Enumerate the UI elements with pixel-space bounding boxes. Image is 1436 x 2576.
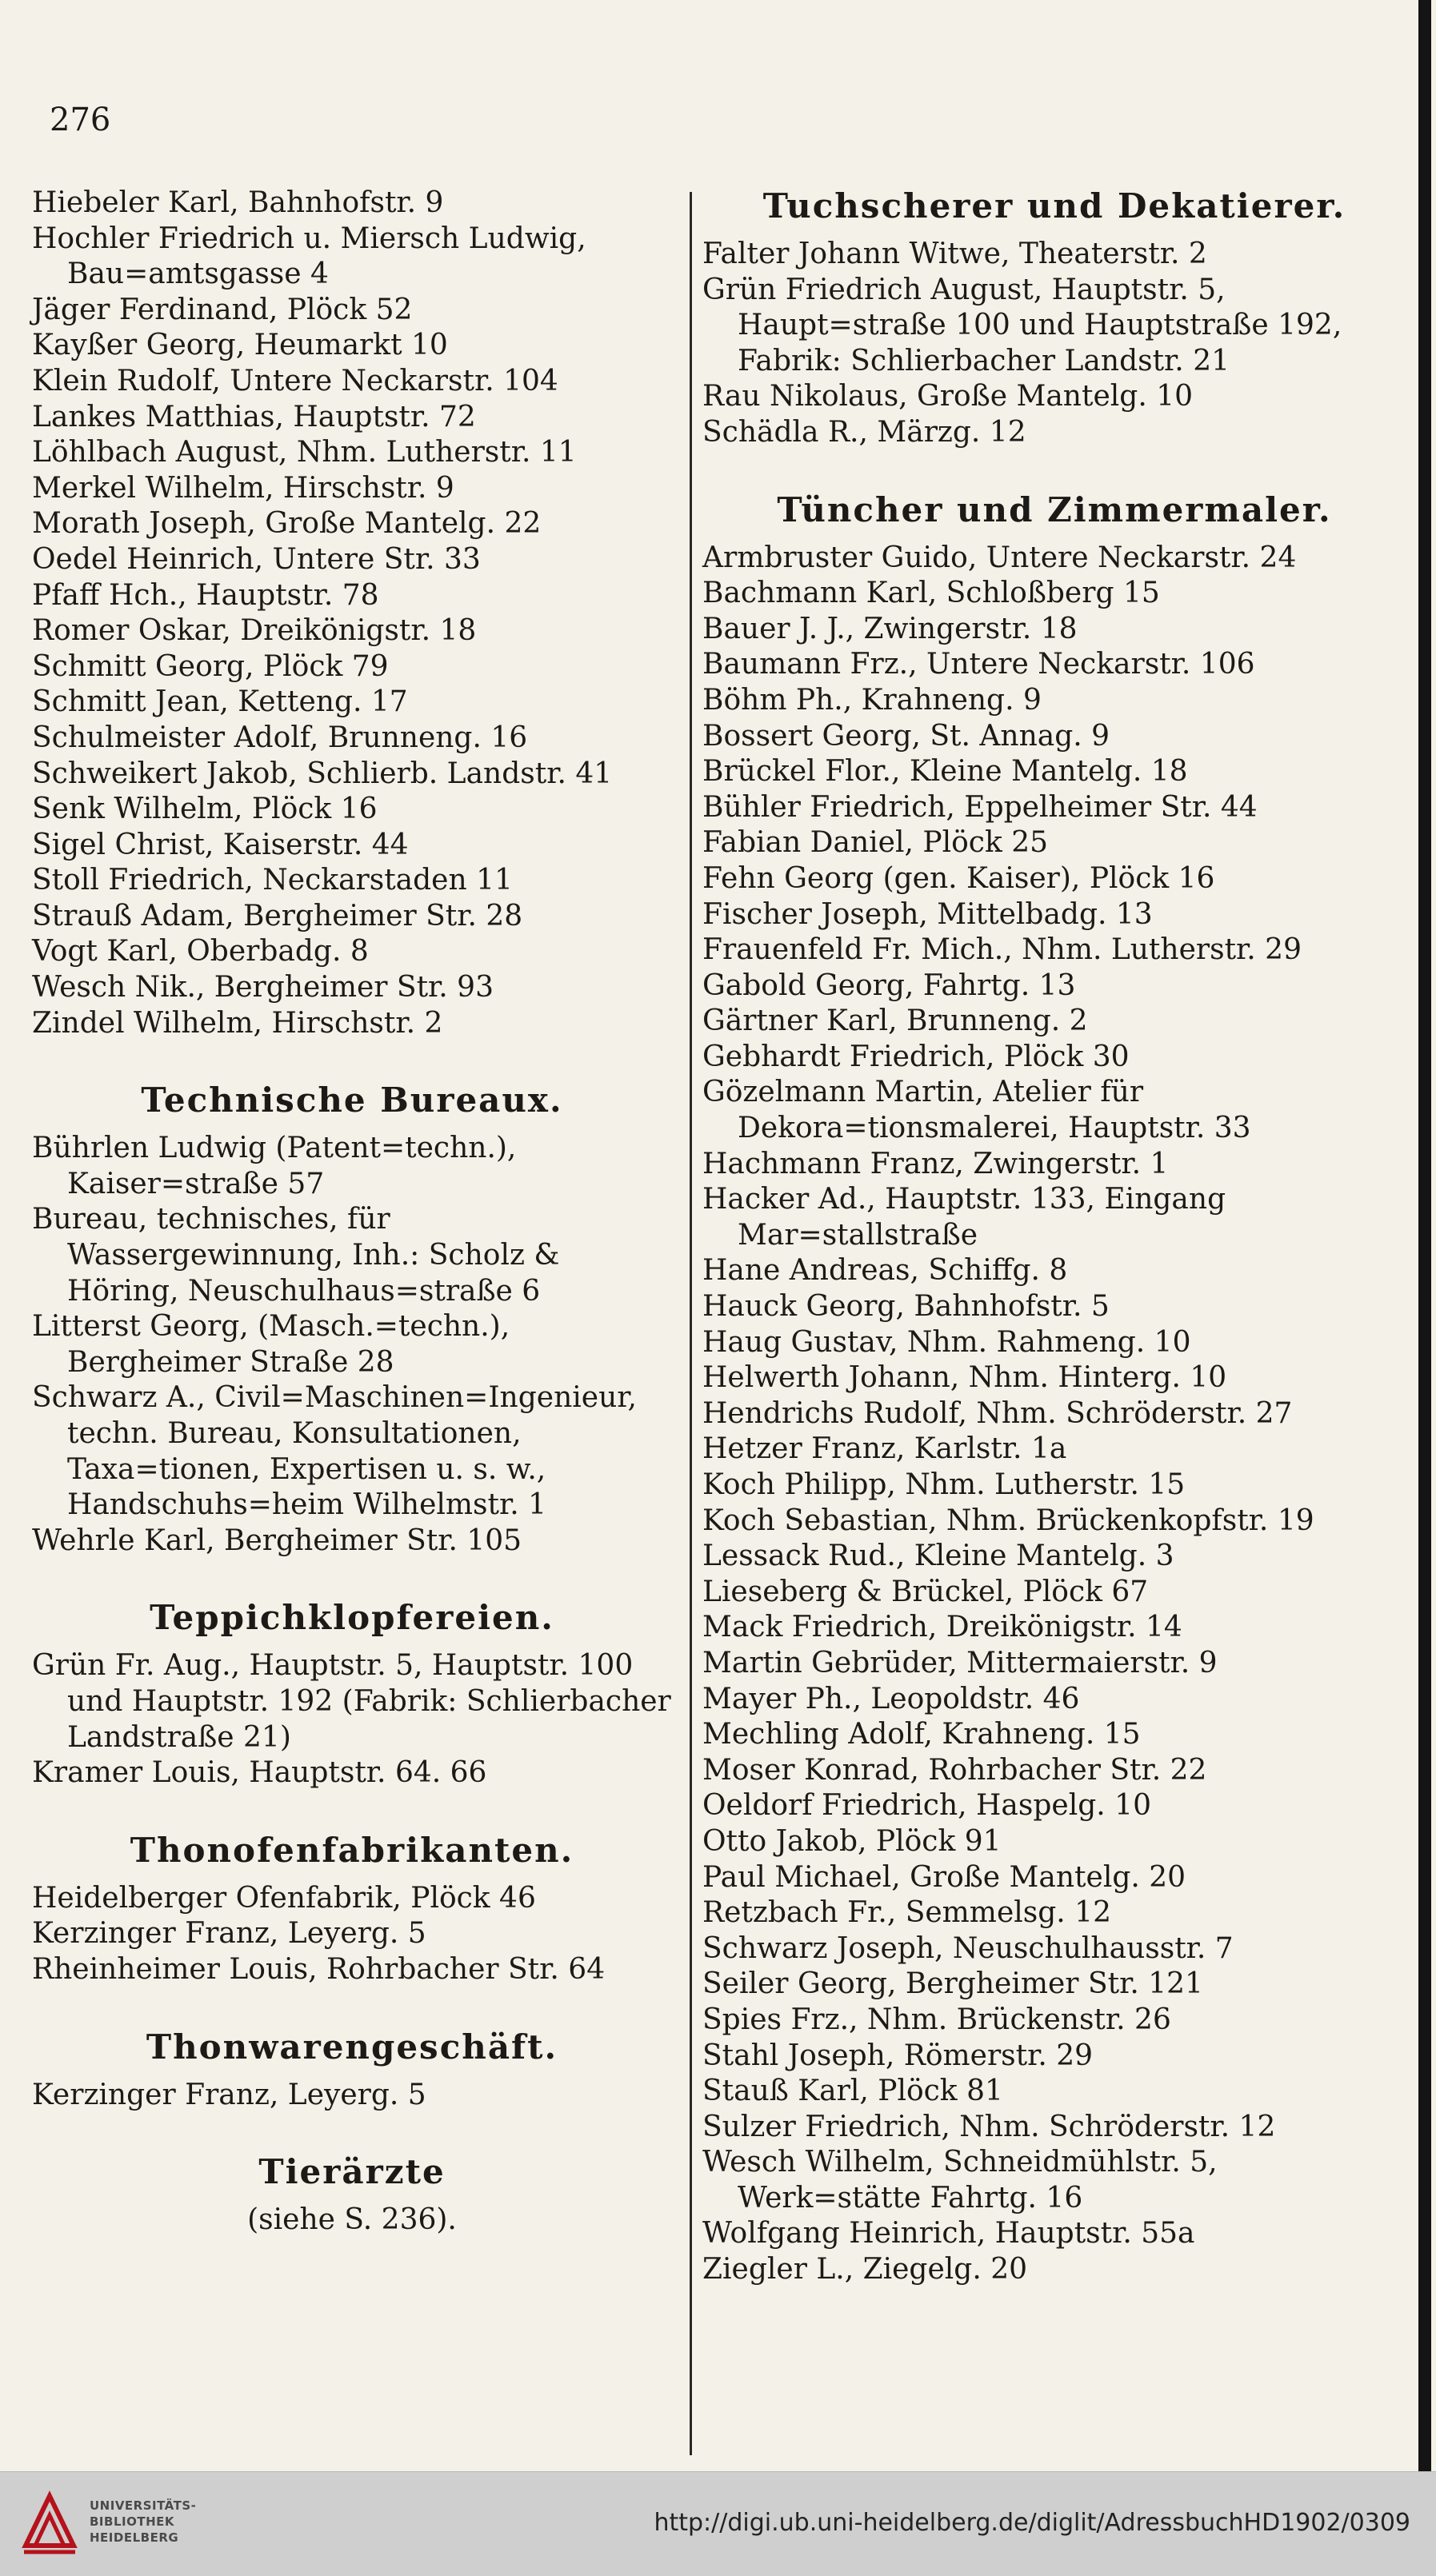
directory-entry: Kramer Louis, Hauptstr. 64. 66 xyxy=(32,1756,487,1790)
directory-entry: Koch Sebastian, Nhm. Brückenkopfstr. 19 xyxy=(702,1504,1314,1537)
directory-entry: Strauß Adam, Bergheimer Str. 28 xyxy=(32,899,523,933)
directory-entry: Hetzer Franz, Karlstr. 1a xyxy=(702,1432,1067,1466)
directory-entry: Bachmann Karl, Schloßberg 15 xyxy=(702,577,1160,610)
logo-line: BIBLIOTHEK xyxy=(90,2514,174,2529)
directory-entry: Kerzinger Franz, Leyerg. 5 xyxy=(32,2078,426,2111)
section-heading: Thonofenfabrikanten. xyxy=(130,1830,574,1870)
section-heading: Tuchscherer und Dekatierer. xyxy=(762,186,1346,226)
directory-entry: Hacker Ad., Hauptstr. 133, Eingang Mar=stallstraße xyxy=(702,1183,1226,1252)
permalink-url[interactable]: http://digi.ub.uni-heidelberg.de/diglit/AdressbuchHD1902/0309 xyxy=(654,2509,1410,2537)
directory-entry: Bossert Georg, St. Annag. 9 xyxy=(702,719,1110,753)
directory-entry: Hauck Georg, Bahnhofstr. 5 xyxy=(702,1290,1110,1324)
directory-entry: Vogt Karl, Oberbadg. 8 xyxy=(32,935,369,968)
directory-entry: Armbruster Guido, Untere Neckarstr. 24 xyxy=(702,541,1297,574)
directory-entry: Wesch Nik., Bergheimer Str. 93 xyxy=(32,971,494,1004)
directory-entry: Wesch Wilhelm, Schneidmühlstr. 5, Werk=stätte Fahrtg. 16 xyxy=(702,2146,1218,2215)
directory-entry: Mechling Adolf, Krahneng. 15 xyxy=(702,1718,1141,1751)
directory-entry: Bauer J. J., Zwingerstr. 18 xyxy=(702,612,1078,645)
directory-entry: Bureau, technisches, für Wassergewinnung, Inh.: Scholz & Höring, Neuschulhaus=straße 6 xyxy=(32,1203,560,1308)
directory-entry: Merkel Wilhelm, Hirschstr. 9 xyxy=(32,471,454,505)
directory-entry: Retzbach Fr., Semmelsg. 12 xyxy=(702,1896,1111,1930)
section-heading: Tüncher und Zimmermaler. xyxy=(777,489,1332,529)
directory-entry: Rau Nikolaus, Große Mantelg. 10 xyxy=(702,380,1194,413)
directory-entry: Kayßer Georg, Heumarkt 10 xyxy=(32,329,448,362)
directory-entry: Schwarz Joseph, Neuschulhausstr. 7 xyxy=(702,1931,1234,1965)
directory-entry: Hiebeler Karl, Bahnhofstr. 9 xyxy=(32,186,444,219)
directory-entry: Gärtner Karl, Brunneng. 2 xyxy=(702,1004,1088,1038)
directory-entry: Morath Joseph, Große Mantelg. 22 xyxy=(32,507,542,541)
directory-entry: Stahl Joseph, Römerstr. 29 xyxy=(702,2039,1094,2072)
directory-entry: Otto Jakob, Plöck 91 xyxy=(702,1824,1002,1858)
directory-entry: Bühler Friedrich, Eppelheimer Str. 44 xyxy=(702,790,1258,824)
directory-entry: Baumann Frz., Untere Neckarstr. 106 xyxy=(702,648,1255,681)
directory-entry: Sulzer Friedrich, Nhm. Schröderstr. 12 xyxy=(702,2110,1276,2143)
directory-entry: Rheinheimer Louis, Rohrbacher Str. 64 xyxy=(32,1952,606,1986)
directory-entry: Hendrichs Rudolf, Nhm. Schröderstr. 27 xyxy=(702,1396,1293,1430)
directory-entry: Mack Friedrich, Dreikönigstr. 14 xyxy=(702,1611,1182,1644)
directory-entry: Schmitt Jean, Ketteng. 17 xyxy=(32,685,408,719)
directory-entry: Paul Michael, Große Mantelg. 20 xyxy=(702,1860,1186,1894)
library-logo-text xyxy=(90,2498,196,2546)
directory-entry: Gabold Georg, Fahrtg. 13 xyxy=(702,968,1076,1002)
directory-entry: Hane Andreas, Schiffg. 8 xyxy=(702,1254,1068,1288)
directory-entry: Spies Frz., Nhm. Brückenstr. 26 xyxy=(702,2003,1171,2036)
directory-entry: Lessack Rud., Kleine Mantelg. 3 xyxy=(702,1540,1174,1573)
directory-entry: Senk Wilhelm, Plöck 16 xyxy=(32,793,378,826)
directory-entry: Schweikert Jakob, Schlierb. Landstr. 41 xyxy=(32,757,613,790)
directory-entry: Romer Oskar, Dreikönigstr. 18 xyxy=(32,614,477,648)
section-heading: Tierärzte xyxy=(258,2152,446,2192)
left-column xyxy=(32,186,672,2239)
directory-entry: Schädla R., Märzg. 12 xyxy=(702,415,1026,449)
directory-entry: Brückel Flor., Kleine Mantelg. 18 xyxy=(702,755,1188,789)
directory-entry: Lankes Matthias, Hauptstr. 72 xyxy=(32,400,476,433)
directory-entry: Böhm Ph., Krahneng. 9 xyxy=(702,683,1042,717)
directory-entry: Hochler Friedrich u. Miersch Ludwig, Bau=amtsgasse 4 xyxy=(32,222,586,291)
logo-line: UNIVERSITÄTS- xyxy=(90,2498,197,2513)
right-column xyxy=(702,186,1406,2288)
directory-entry: Fischer Joseph, Mittelbadg. 13 xyxy=(702,897,1153,931)
directory-entry: Koch Philipp, Nhm. Lutherstr. 15 xyxy=(702,1468,1186,1501)
section-heading: Technische Bureaux. xyxy=(141,1080,563,1120)
directory-entry: Schwarz A., Civil=Maschinen=Ingenieur, techn. Bureau, Konsultationen, Taxa=tionen, Expertisen u. s. w., Handschuhs=heim Wilhelmstr. 1 xyxy=(32,1381,637,1522)
directory-entry: Sigel Christ, Kaiserstr. 44 xyxy=(32,828,409,861)
directory-entry: Falter Johann Witwe, Theaterstr. 2 xyxy=(702,238,1207,270)
directory-entry: Zindel Wilhelm, Hirschstr. 2 xyxy=(32,1006,443,1040)
directory-entry: Kerzinger Franz, Leyerg. 5 xyxy=(32,1917,426,1951)
directory-entry: Frauenfeld Fr. Mich., Nhm. Lutherstr. 29 xyxy=(702,933,1302,967)
directory-entry: Löhlbach August, Nhm. Lutherstr. 11 xyxy=(32,436,577,469)
directory-entry: Stauß Karl, Plöck 81 xyxy=(702,2075,1003,2108)
directory-entry: Ziegler L., Ziegelg. 20 xyxy=(702,2253,1028,2286)
directory-entry: Moser Konrad, Rohrbacher Str. 22 xyxy=(702,1753,1207,1787)
directory-entry: Grün Fr. Aug., Hauptstr. 5, Hauptstr. 100 und Hauptstr. 192 (Fabrik: Schlierbacher Landstraße 21) xyxy=(32,1649,671,1754)
directory-entry: Gebhardt Friedrich, Plöck 30 xyxy=(702,1040,1130,1073)
directory-entry: Jäger Ferdinand, Plöck 52 xyxy=(32,293,413,326)
directory-entry: Seiler Georg, Bergheimer Str. 121 xyxy=(702,1967,1203,2001)
section-heading: Thonwarengeschäft. xyxy=(146,2027,558,2067)
directory-entry: Bührlen Ludwig (Patent=techn.), Kaiser=straße 57 xyxy=(32,1132,517,1200)
directory-entry: Grün Friedrich August, Hauptstr. 5, Haupt=straße 100 und Hauptstraße 192, Fabrik: Schlierbacher Landstr. 21 xyxy=(702,273,1342,377)
cross-reference-note: (siehe S. 236). xyxy=(247,2203,457,2237)
directory-entry: Wolfgang Heinrich, Hauptstr. 55a xyxy=(702,2217,1195,2251)
directory-entry: Heidelberger Ofenfabrik, Plöck 46 xyxy=(32,1881,536,1915)
page-number: 276 xyxy=(50,102,111,138)
university-seal-icon xyxy=(18,2490,82,2558)
directory-entry: Hachmann Franz, Zwingerstr. 1 xyxy=(702,1147,1169,1180)
directory-entry: Fabian Daniel, Plöck 25 xyxy=(702,826,1049,860)
directory-entry: Lieseberg & Brückel, Plöck 67 xyxy=(702,1575,1149,1608)
page-edge-shadow xyxy=(1418,0,1431,2471)
directory-entry: Oedel Heinrich, Untere Str. 33 xyxy=(32,542,481,576)
directory-entry: Haug Gustav, Nhm. Rahmeng. 10 xyxy=(702,1325,1191,1359)
column-divider xyxy=(690,192,692,2455)
directory-entry: Wehrle Karl, Bergheimer Str. 105 xyxy=(32,1524,522,1557)
directory-entry: Schulmeister Adolf, Brunneng. 16 xyxy=(32,721,528,754)
directory-entry: Mayer Ph., Leopoldstr. 46 xyxy=(702,1682,1080,1715)
directory-entry: Klein Rudolf, Untere Neckarstr. 104 xyxy=(32,364,558,397)
logo-line: HEIDELBERG xyxy=(90,2530,179,2545)
directory-entry: Fehn Georg (gen. Kaiser), Plöck 16 xyxy=(702,861,1215,895)
section-heading: Teppichklopfereien. xyxy=(150,1598,554,1638)
directory-entry: Gözelmann Martin, Atelier für Dekora=tionsmalerei, Hauptstr. 33 xyxy=(702,1076,1251,1145)
directory-entry: Stoll Friedrich, Neckarstaden 11 xyxy=(32,864,513,897)
directory-entry: Schmitt Georg, Plöck 79 xyxy=(32,649,389,683)
directory-entry: Oeldorf Friedrich, Haspelg. 10 xyxy=(702,1789,1151,1823)
viewer-footer xyxy=(0,2471,1436,2576)
directory-entry: Litterst Georg, (Masch.=techn.), Bergheimer Straße 28 xyxy=(32,1310,510,1379)
directory-entry: Martin Gebrüder, Mittermaierstr. 9 xyxy=(702,1646,1218,1679)
directory-entry: Pfaff Hch., Hauptstr. 78 xyxy=(32,578,379,612)
directory-entry: Helwerth Johann, Nhm. Hinterg. 10 xyxy=(702,1361,1227,1395)
